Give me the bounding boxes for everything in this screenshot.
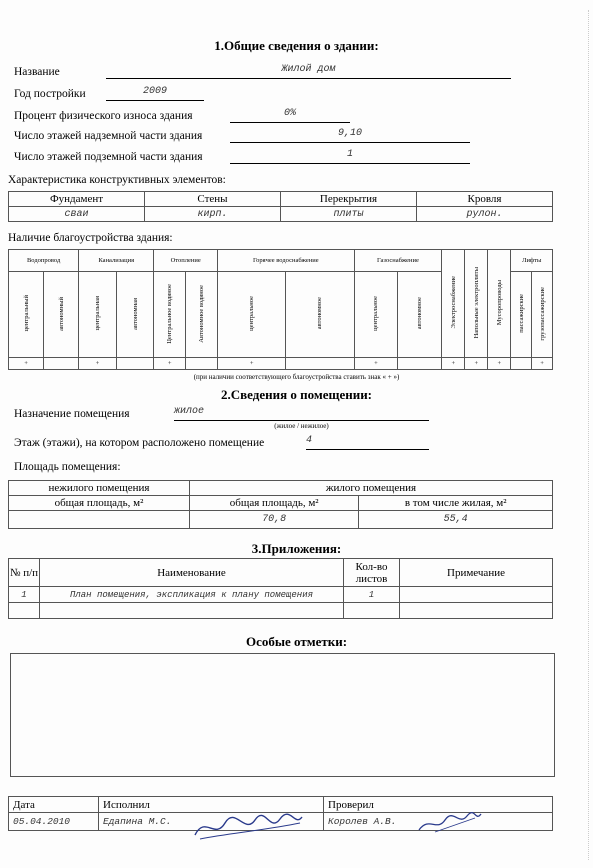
- amenity-sub: Автономное водяное: [198, 284, 206, 343]
- date-value: 05.04.2010: [9, 813, 99, 831]
- amenity-mark: +: [354, 358, 398, 370]
- area-res-total-label: общая площадь, м²: [190, 496, 359, 511]
- section1-title: 1.Общие сведения о здании:: [214, 38, 379, 53]
- amenity-sub: центральная: [94, 296, 102, 331]
- purpose-label: Назначение помещения: [14, 408, 130, 420]
- amenity-sub: центральное: [248, 296, 256, 331]
- checker-value: Королев А.В.: [324, 813, 553, 831]
- special-box: [10, 653, 555, 777]
- section3-title: 3.Приложения:: [251, 541, 342, 556]
- purpose-value: жилое: [174, 406, 429, 421]
- floors-above-value: 9,10: [230, 128, 470, 143]
- area-nonres-header: нежилого помещения: [9, 481, 190, 496]
- attachment-cell: План помещения, экспликация к плану помещения: [40, 587, 344, 603]
- attachments-table: [8, 558, 553, 619]
- amenity-sub: грузопассажирские: [538, 286, 546, 341]
- name-label: Название: [14, 66, 60, 78]
- amenity-sub: автономный: [57, 296, 65, 331]
- amenity-sub: Центральное водяное: [166, 283, 174, 344]
- wear-label: Процент физического износа здания: [14, 110, 193, 122]
- amenity-group: Горячее водоснабжение: [218, 250, 354, 272]
- amenity-sub: центральное: [372, 296, 380, 331]
- amenity-mark: [398, 358, 442, 370]
- amenity-sub: автономное: [416, 297, 424, 330]
- executor-signature: [190, 805, 310, 845]
- structure-value: рулон.: [417, 207, 553, 222]
- wear-value: 0%: [230, 108, 350, 123]
- attachment-cell: 1: [9, 587, 40, 603]
- attachments-header: Примечание: [400, 559, 553, 587]
- amenity-single: Напольные электроплиты: [472, 266, 480, 339]
- year-value: 2009: [106, 86, 204, 101]
- table-row: [9, 603, 553, 619]
- executor-value: Едапина М.С.: [99, 813, 324, 831]
- attachment-cell: [400, 587, 553, 603]
- amenity-group: Газоснабжение: [354, 250, 442, 272]
- amenity-mark: +: [488, 358, 511, 370]
- amenity-single: Электроснабжение: [449, 276, 457, 329]
- amenity-group: Водопровод: [9, 250, 79, 272]
- amenity-sub: автономное: [316, 297, 324, 330]
- area-res-total-value: 70,8: [190, 511, 359, 529]
- structure-header: Перекрытия: [281, 192, 417, 207]
- area-res-living-value: 55,4: [359, 511, 553, 529]
- structure-header: Стены: [145, 192, 281, 207]
- amenity-mark: +: [532, 358, 553, 370]
- amenity-group: Лифты: [511, 250, 553, 272]
- section2-title: 2.Сведения о помещении:: [220, 387, 373, 402]
- floor-label: Этаж (этажи), на котором расположено помещение: [14, 437, 265, 449]
- checker-signature: [415, 808, 485, 836]
- amenity-mark: [286, 358, 354, 370]
- amenity-note: (при наличии соответствующего благоустройства ставить знак « + »): [193, 373, 400, 381]
- area-res-living-label: в том числе жилая, м²: [359, 496, 553, 511]
- structure-header: Кровля: [417, 192, 553, 207]
- structure-header: Фундамент: [9, 192, 145, 207]
- amenity-mark: +: [465, 358, 488, 370]
- amenity-mark: +: [442, 358, 465, 370]
- amenities-label: Наличие благоустройства здания:: [8, 232, 173, 244]
- attachment-cell: 1: [344, 587, 400, 603]
- amenity-mark: +: [218, 358, 286, 370]
- table-row: [9, 587, 553, 603]
- amenity-sub: центральный: [22, 295, 30, 332]
- page-edge: [580, 10, 589, 860]
- area-nonres-total-label: общая площадь, м²: [9, 496, 190, 511]
- area-label: Площадь помещения:: [14, 461, 121, 473]
- amenity-sub: пассажирские: [517, 294, 525, 333]
- executor-label: Исполнил: [99, 797, 324, 813]
- structure-label: Характеристика конструктивных элементов:: [8, 174, 226, 186]
- purpose-hint: (жилое / нежилое): [274, 422, 329, 430]
- amenity-mark: +: [154, 358, 186, 370]
- floor-value: 4: [306, 435, 429, 450]
- floors-below-label: Число этажей подземной части здания: [14, 151, 203, 163]
- checker-label: Проверил: [324, 797, 553, 813]
- structure-value: сваи: [9, 207, 145, 222]
- amenity-group: Отопление: [154, 250, 218, 272]
- amenity-mark: +: [79, 358, 117, 370]
- area-table: [8, 480, 553, 529]
- amenity-mark: [116, 358, 154, 370]
- structure-value: кирп.: [145, 207, 281, 222]
- year-label: Год постройки: [14, 88, 86, 100]
- structure-value: плиты: [281, 207, 417, 222]
- name-value: Жилой дом: [106, 64, 511, 79]
- attachments-header: № п/п: [9, 559, 40, 587]
- attachments-header: Наименование: [40, 559, 344, 587]
- amenity-mark: [44, 358, 79, 370]
- date-label: Дата: [9, 797, 99, 813]
- amenity-sub: автономная: [131, 297, 139, 330]
- amenity-mark: +: [9, 358, 44, 370]
- attachments-header: Кол-во листов: [344, 559, 400, 587]
- amenities-table: [8, 249, 553, 370]
- amenity-mark: [186, 358, 218, 370]
- floors-above-label: Число этажей надземной части здания: [14, 130, 203, 142]
- amenity-single: Мусоропроводы: [495, 279, 503, 326]
- area-nonres-total-value: [9, 511, 190, 529]
- amenity-group: Канализация: [79, 250, 154, 272]
- area-res-header: жилого помещения: [190, 481, 553, 496]
- floors-below-value: 1: [230, 149, 470, 164]
- special-title: Особые отметки:: [245, 634, 348, 649]
- structure-table: [8, 191, 553, 222]
- amenity-mark: [511, 358, 532, 370]
